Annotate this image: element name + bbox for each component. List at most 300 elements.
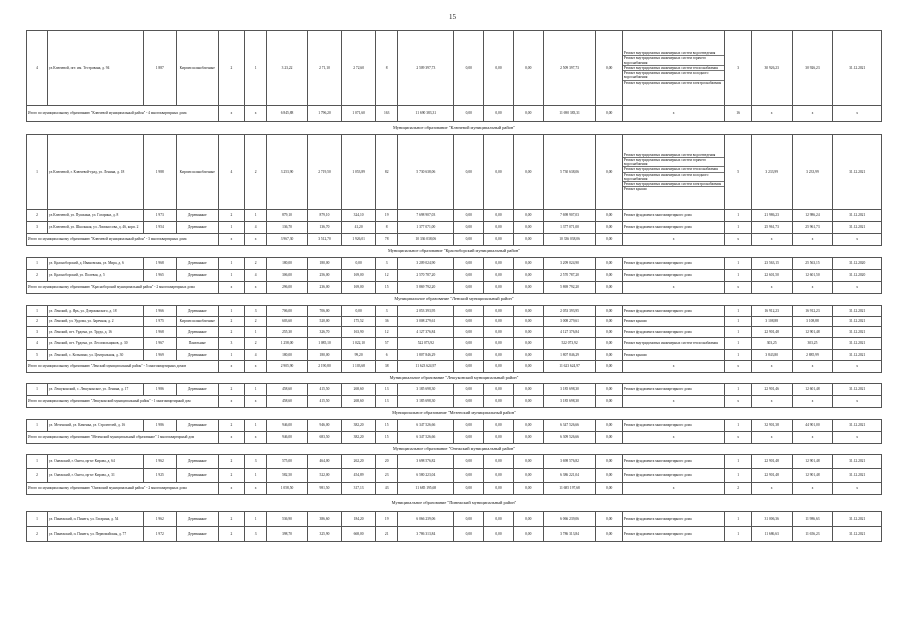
regional-budget-cell: 0,00 xyxy=(484,469,514,483)
floors-cell: 1 xyxy=(218,270,244,282)
floors-cell: 2 xyxy=(218,527,244,542)
unit-cell: 1 xyxy=(725,327,751,338)
unit-cost-cell: x xyxy=(751,234,792,246)
residents-cell: 3 xyxy=(376,258,398,270)
total-area-cell: 398,70 xyxy=(267,527,308,542)
works-cell xyxy=(622,512,724,527)
table-row xyxy=(27,270,882,282)
fund-cell: 0,00 xyxy=(454,512,484,527)
unit-cell: 1 xyxy=(725,350,751,361)
max-cost-cell: 30 926,23 xyxy=(792,31,833,106)
total-area-cell: 306,00 xyxy=(267,270,308,282)
entrances-cell: 3 xyxy=(245,527,267,542)
table-row xyxy=(27,384,882,396)
total-label: Итого по муниципальному образованию "Красноборский муниципальный район" - 2 многоквартирных дома xyxy=(27,282,219,294)
address-cell: ул.Ключевой, ул. Школьная, ул. Ломоносова, д. 46, корп. 2 xyxy=(47,222,143,234)
max-cost-cell: x xyxy=(792,396,833,408)
unit-cell: x xyxy=(725,432,751,444)
other-funds-cell: 0,00 xyxy=(596,432,622,444)
fund-cell: 0,00 xyxy=(454,455,484,469)
works-cell: x xyxy=(622,361,724,373)
residents-cell: 43 xyxy=(376,483,398,495)
max-cost-cell: 11 986,63 xyxy=(792,512,833,527)
other-funds-cell: 0,00 xyxy=(596,455,622,469)
year-cell: 1 967 xyxy=(143,338,176,350)
fund-cell: 0,00 xyxy=(454,338,484,350)
unit-cost-cell: 21 986,23 xyxy=(751,210,792,222)
total-cost-cell: 11 685 195,68 xyxy=(398,483,454,495)
work-item: Ремонт крыши xyxy=(623,319,647,324)
entrances-cell: x xyxy=(245,396,267,408)
total-cost-cell: 6 066 239,06 xyxy=(398,512,454,527)
floors-cell: 1 xyxy=(218,222,244,234)
total-cost-cell: 5 869 792,20 xyxy=(398,282,454,294)
local-budget-cell: 0,00 xyxy=(513,31,543,106)
municipality-header xyxy=(27,122,882,135)
max-cost-cell: 12 901,48 xyxy=(792,327,833,338)
regional-budget-cell: 0,00 xyxy=(484,527,514,542)
local-budget-cell: 0,00 xyxy=(513,527,543,542)
floors-cell: 1 xyxy=(218,306,244,317)
local-budget-cell: 0,00 xyxy=(513,396,543,408)
deadline-cell: 31.12.2021 xyxy=(833,31,882,106)
residents-cell: 15 xyxy=(376,420,398,432)
total-area-cell: 296,00 xyxy=(267,282,308,294)
total-label: Итого по муниципальному образованию "Ключевой муниципальный район" - 4 многоквартирных дома xyxy=(27,106,219,122)
unit-cost-cell: 3 108,88 xyxy=(751,317,792,327)
owner-funds-cell: 3 698 576,82 xyxy=(543,455,596,469)
residents-cell: 57 xyxy=(376,338,398,350)
entrances-cell: 3 xyxy=(245,455,267,469)
local-budget-cell: 0,00 xyxy=(513,258,543,270)
municipality-total-row xyxy=(27,483,882,495)
unit-cost-cell: x xyxy=(751,483,792,495)
total-cost-cell: 6 347 526,66 xyxy=(398,420,454,432)
owner-area-cell: 175,52 xyxy=(342,317,376,327)
work-item: Ремонт фундамента многоквартирного дома xyxy=(623,473,692,478)
table-row xyxy=(27,210,882,222)
max-cost-cell: 12 901,48 xyxy=(792,455,833,469)
row-number: 1 xyxy=(27,258,48,270)
works-cell: x xyxy=(622,396,724,408)
local-budget-cell: 0,00 xyxy=(513,512,543,527)
unit-cost-cell: x xyxy=(751,432,792,444)
wall-material-cell: Кирпич шлакоблочные xyxy=(176,135,218,210)
unit-cell: 1 xyxy=(725,222,751,234)
floors-cell: 2 xyxy=(218,31,244,106)
wall-material-cell: Деревянные xyxy=(176,512,218,527)
deadline-cell: 31.12.2021 xyxy=(833,306,882,317)
unit-cost-cell: 30 926,23 xyxy=(751,31,792,106)
year-cell: 1 954 xyxy=(143,222,176,234)
unit-cost-cell: 16 912,23 xyxy=(751,306,792,317)
owner-funds-cell: 7 698 907,03 xyxy=(543,210,596,222)
residential-area-cell: 3 512,70 xyxy=(307,234,341,246)
owner-area-cell: 262,20 xyxy=(342,455,376,469)
work-item: Ремонт фундамента многоквартирного дома xyxy=(623,261,692,266)
max-cost-cell: 2 885,99 xyxy=(792,350,833,361)
residents-cell: 36 xyxy=(376,317,398,327)
total-cost-cell: 7 698 907,03 xyxy=(398,210,454,222)
works-cell xyxy=(622,327,724,338)
deadline-cell: 31.12.2021 xyxy=(833,350,882,361)
unit-cost-cell: x xyxy=(751,396,792,408)
owner-area-cell: 163,90 xyxy=(342,327,376,338)
owner-area-cell: 1 071,60 xyxy=(342,106,376,122)
owner-funds-cell: 6 066 239,06 xyxy=(543,512,596,527)
unit-cell: 5 xyxy=(725,135,751,210)
fund-cell: 0,00 xyxy=(454,270,484,282)
local-budget-cell: 0,00 xyxy=(513,483,543,495)
total-area-cell: 3 253,90 xyxy=(267,135,308,210)
works-cell: x xyxy=(622,106,724,122)
floors-cell: x xyxy=(218,282,244,294)
regional-budget-cell: 0,00 xyxy=(484,317,514,327)
floors-cell: x xyxy=(218,483,244,495)
residential-area-cell: 522,00 xyxy=(307,469,341,483)
other-funds-cell: 0,00 xyxy=(596,350,622,361)
max-cost-cell: 3 233,99 xyxy=(792,135,833,210)
unit-cost-cell: 11 686,63 xyxy=(751,527,792,542)
works-cell xyxy=(622,455,724,469)
work-item: Ремонт фундамента многоквартирного дома xyxy=(623,459,692,464)
entrances-cell: 4 xyxy=(245,222,267,234)
municipality-title: Муниципальное образование "Онежский муниципальный район" xyxy=(27,444,882,455)
floors-cell: 2 xyxy=(218,512,244,527)
deadline-cell: 31.12.2021 xyxy=(833,512,882,527)
table-row xyxy=(27,317,882,327)
owner-funds-cell: 6 386 221,04 xyxy=(543,469,596,483)
table-row xyxy=(27,222,882,234)
owner-funds-cell: 1 807 846,29 xyxy=(543,350,596,361)
total-cost-cell: 2 570 787,20 xyxy=(398,270,454,282)
table-row xyxy=(27,350,882,361)
row-number: 4 xyxy=(27,31,48,106)
residents-cell: 82 xyxy=(376,135,398,210)
entrances-cell: x xyxy=(245,106,267,122)
works-cell xyxy=(622,258,724,270)
deadline-cell: 31.12.2021 xyxy=(833,527,882,542)
owner-area-cell: 169,00 xyxy=(342,270,376,282)
wall-material-cell: Деревянные xyxy=(176,384,218,396)
regional-budget-cell: 0,00 xyxy=(484,396,514,408)
deadline-cell: 31.12.2021 xyxy=(833,210,882,222)
work-item: Ремонт внутридомовых инженерных систем теплоснабжения xyxy=(623,341,718,346)
residents-cell: 21 xyxy=(376,527,398,542)
work-item: Ремонт внутридомовых инженерных систем холодного водоснабжения xyxy=(623,71,724,80)
total-area-cell: 1 258,00 xyxy=(267,338,308,350)
wall-material-cell: Деревянные xyxy=(176,469,218,483)
owner-area-cell: 2 72,60 xyxy=(342,31,376,106)
max-cost-cell: 44 901,00 xyxy=(792,420,833,432)
residents-cell: 6 xyxy=(376,350,398,361)
owner-funds-cell: 5 869 792,20 xyxy=(543,282,596,294)
entrances-cell: 2 xyxy=(245,135,267,210)
address-cell: ул. Ленский, пгт. Урдома, ул. Лесопильщиков, д. 30 xyxy=(47,338,143,350)
works-cell xyxy=(622,317,724,327)
fund-cell: 0,00 xyxy=(454,258,484,270)
regional-budget-cell: 0,00 xyxy=(484,234,514,246)
address-cell: ул. Пинежский, п. Пинега, ул. Гагарина, д. 54 xyxy=(47,512,143,527)
residential-area-cell: 464,00 xyxy=(307,455,341,469)
year-cell: 1 988 xyxy=(143,135,176,210)
residential-area-cell: 2 71,10 xyxy=(307,31,341,106)
max-cost-cell: 11 656,23 xyxy=(792,527,833,542)
unit-cell: 1 xyxy=(725,210,751,222)
regional-budget-cell: 0,00 xyxy=(484,258,514,270)
total-cost-cell: 5 730 638,06 xyxy=(398,135,454,210)
work-item: Ремонт внутридомовых инженерных систем горячего водоснабжения xyxy=(623,56,724,65)
year-cell: 1 972 xyxy=(143,527,176,542)
max-cost-cell: 12 986,24 xyxy=(792,210,833,222)
works-cell xyxy=(622,31,724,106)
address-cell: ул.Ключевой, ул. Пушкина, ул. Гагарина, д. 8 xyxy=(47,210,143,222)
unit-cost-cell: 22 901,48 xyxy=(751,455,792,469)
table-row xyxy=(27,327,882,338)
municipality-title: Муниципальное образование "Мезенский муниципальный район" xyxy=(27,408,882,420)
other-funds-cell: 0,00 xyxy=(596,384,622,396)
deadline-cell: 31.12.2021 xyxy=(833,455,882,469)
entrances-cell: 1 xyxy=(245,327,267,338)
unit-cost-cell: 31 006,36 xyxy=(751,512,792,527)
municipality-total-row xyxy=(27,432,882,444)
fund-cell: 0,00 xyxy=(454,317,484,327)
fund-cell: 0,00 xyxy=(454,327,484,338)
regional-budget-cell: 0,00 xyxy=(484,420,514,432)
row-number: 1 xyxy=(27,306,48,317)
work-item: Ремонт фундамента многоквартирного дома xyxy=(623,213,692,218)
row-number: 1 xyxy=(27,135,48,210)
residential-area-cell: 180,00 xyxy=(307,350,341,361)
total-cost-cell: 3 786 313,84 xyxy=(398,527,454,542)
floors-cell: 2 xyxy=(218,317,244,327)
row-number: 2 xyxy=(27,469,48,483)
works-cell xyxy=(622,270,724,282)
total-cost-cell: 2 053 393,95 xyxy=(398,306,454,317)
fund-cell: 0,00 xyxy=(454,135,484,210)
regional-budget-cell: 0,00 xyxy=(484,512,514,527)
total-area-cell: 575,00 xyxy=(267,455,308,469)
deadline-cell: x xyxy=(833,234,882,246)
work-item: Ремонт крыши xyxy=(623,352,647,357)
deadline-cell: 31.12.2021 xyxy=(833,469,882,483)
row-number: 2 xyxy=(27,317,48,327)
register-body xyxy=(27,31,882,542)
owner-funds-cell: 6 309 526,66 xyxy=(543,432,596,444)
total-cost-cell: 1 807 846,29 xyxy=(398,350,454,361)
works-cell: x xyxy=(622,234,724,246)
owner-funds-cell: 3 786 313,84 xyxy=(543,527,596,542)
unit-cost-cell: x xyxy=(751,282,792,294)
owner-area-cell: 268,60 xyxy=(342,384,376,396)
owner-area-cell: 184,20 xyxy=(342,512,376,527)
total-area-cell: 536,90 xyxy=(267,512,308,527)
total-cost-cell: 6 347 526,66 xyxy=(398,432,454,444)
deadline-cell: x xyxy=(833,106,882,122)
total-area-cell: 1 058,50 xyxy=(267,483,308,495)
address-cell: ул. Ленский, пгт. Урдома, ул. Труда, д. 16 xyxy=(47,327,143,338)
max-cost-cell: 3 108,88 xyxy=(792,317,833,327)
residents-cell: 163 xyxy=(376,106,398,122)
unit-cell: 1 xyxy=(725,258,751,270)
other-funds-cell: 0,00 xyxy=(596,483,622,495)
other-funds-cell: 0,00 xyxy=(596,31,622,106)
unit-cell: 1 xyxy=(725,270,751,282)
regional-budget-cell: 0,00 xyxy=(484,210,514,222)
residential-area-cell: 180,00 xyxy=(307,258,341,270)
max-cost-cell: 12 901,48 xyxy=(792,469,833,483)
deadline-cell: 31.12.2021 xyxy=(833,135,882,210)
row-number: 2 xyxy=(27,270,48,282)
residential-area-cell: 415,50 xyxy=(307,384,341,396)
owner-funds-cell: 6 347 526,66 xyxy=(543,420,596,432)
total-label: Итого по муниципальному образованию "Онежский муниципальный район" - 2 многоквартирных дома xyxy=(27,483,219,495)
residential-area-cell: 236,00 xyxy=(307,282,341,294)
owner-area-cell: 1 053,89 xyxy=(342,135,376,210)
residential-area-cell: 981,50 xyxy=(307,483,341,495)
fund-cell: 0,00 xyxy=(454,350,484,361)
other-funds-cell: 0,00 xyxy=(596,270,622,282)
residential-area-cell: 136,70 xyxy=(307,222,341,234)
total-cost-cell: 6 580 223,04 xyxy=(398,469,454,483)
regional-budget-cell: 0,00 xyxy=(484,306,514,317)
fund-cell: 0,00 xyxy=(454,106,484,122)
table-row xyxy=(27,31,882,106)
fund-cell: 0,00 xyxy=(454,210,484,222)
owner-funds-cell: 2 570 787,20 xyxy=(543,270,596,282)
capital-repair-register xyxy=(26,30,882,542)
entrances-cell: 3 xyxy=(245,306,267,317)
address-cell: ул.Ключевой, г. Ключевой-град, ул. Ленина, д. 18 xyxy=(47,135,143,210)
total-area-cell: 706,00 xyxy=(267,306,308,317)
owner-area-cell: 0,00 xyxy=(342,306,376,317)
residential-area-cell: 946,00 xyxy=(307,420,341,432)
other-funds-cell: 0,00 xyxy=(596,317,622,327)
address-cell: ул. Онежский, г. Онега, пр-кт Кирова, д. 31 xyxy=(47,469,143,483)
fund-cell: 0,00 xyxy=(454,420,484,432)
regional-budget-cell: 0,00 xyxy=(484,270,514,282)
residents-cell: 12 xyxy=(376,270,398,282)
year-cell: 1 966 xyxy=(143,306,176,317)
row-number: 1 xyxy=(27,512,48,527)
year-cell: 1 969 xyxy=(143,350,176,361)
municipality-total-row xyxy=(27,361,882,373)
local-budget-cell: 0,00 xyxy=(513,455,543,469)
total-cost-cell: 4 127 376,84 xyxy=(398,327,454,338)
entrances-cell: 2 xyxy=(245,317,267,327)
address-cell: ул. Онежский, г. Онега, пр-кт Кирова, д. 64 xyxy=(47,455,143,469)
total-area-cell: 879,10 xyxy=(267,210,308,222)
other-funds-cell: 0,00 xyxy=(596,512,622,527)
total-cost-cell: 11 690 383,31 xyxy=(398,106,454,122)
residents-cell: 13 xyxy=(376,396,398,408)
total-area-cell: 603,60 xyxy=(267,317,308,327)
row-number: 5 xyxy=(27,350,48,361)
owner-funds-cell: 3 008 279,61 xyxy=(543,317,596,327)
unit-cell: 1 xyxy=(725,338,751,350)
year-cell: 1 962 xyxy=(143,512,176,527)
total-cost-cell: 3 185 698,30 xyxy=(398,384,454,396)
total-area-cell: 180,00 xyxy=(267,350,308,361)
row-number: 2 xyxy=(27,527,48,542)
total-cost-cell: 1 377 071,00 xyxy=(398,222,454,234)
max-cost-cell: x xyxy=(792,282,833,294)
unit-cost-cell: 22 901,46 xyxy=(751,384,792,396)
total-area-cell: 180,00 xyxy=(267,258,308,270)
max-cost-cell: 12 601,50 xyxy=(792,270,833,282)
year-cell: 1 975 xyxy=(143,317,176,327)
unit-cost-cell: 303,25 xyxy=(751,338,792,350)
unit-cell: 1 xyxy=(725,527,751,542)
total-area-cell: 255,30 xyxy=(267,327,308,338)
wall-material-cell: Деревянные xyxy=(176,270,218,282)
entrances-cell: x xyxy=(245,282,267,294)
unit-cell: 2 xyxy=(725,483,751,495)
row-number: 1 xyxy=(27,420,48,432)
unit-cell: x xyxy=(725,282,751,294)
regional-budget-cell: 0,00 xyxy=(484,282,514,294)
table-row xyxy=(27,338,882,350)
deadline-cell: 31.12.2021 xyxy=(833,222,882,234)
wall-material-cell: Деревянные xyxy=(176,306,218,317)
floors-cell: x xyxy=(218,234,244,246)
entrances-cell: 1 xyxy=(245,420,267,432)
unit-cell: 1 xyxy=(725,384,751,396)
total-cost-cell: 3 698 576,82 xyxy=(398,455,454,469)
other-funds-cell: 0,00 xyxy=(596,282,622,294)
residents-cell: 19 xyxy=(376,512,398,527)
entrances-cell: 1 xyxy=(245,512,267,527)
max-cost-cell: x xyxy=(792,432,833,444)
wall-material-cell: Панельные xyxy=(176,338,218,350)
work-item: Ремонт крыши xyxy=(623,187,647,192)
owner-area-cell: 99,20 xyxy=(342,350,376,361)
entrances-cell: x xyxy=(245,432,267,444)
work-item: Ремонт фундамента многоквартирного дома xyxy=(623,531,692,536)
floors-cell: x xyxy=(218,361,244,373)
owner-area-cell: 382,20 xyxy=(342,432,376,444)
owner-funds-cell: 5 730 638,06 xyxy=(543,135,596,210)
works-cell xyxy=(622,350,724,361)
local-budget-cell: 0,00 xyxy=(513,420,543,432)
owner-area-cell: 324,10 xyxy=(342,210,376,222)
other-funds-cell: 0,00 xyxy=(596,361,622,373)
table-row xyxy=(27,527,882,542)
municipality-header xyxy=(27,294,882,306)
other-funds-cell: 0,00 xyxy=(596,306,622,317)
work-item: Ремонт внутридомовых инженерных систем горячего водоснабжения xyxy=(623,158,724,167)
work-item: Ремонт фундамента многоквартирного дома xyxy=(623,387,692,392)
local-budget-cell: 0,00 xyxy=(513,135,543,210)
regional-budget-cell: 0,00 xyxy=(484,455,514,469)
works-cell xyxy=(622,384,724,396)
regional-budget-cell: 0,00 xyxy=(484,338,514,350)
total-area-cell: 458,60 xyxy=(267,384,308,396)
local-budget-cell: 0,00 xyxy=(513,234,543,246)
max-cost-cell: 12 601,48 xyxy=(792,384,833,396)
address-cell: ул. Ленский, д. Яръ, ул. Дзержинского, д. 18 xyxy=(47,306,143,317)
register-table xyxy=(26,30,882,542)
entrances-cell: 2 xyxy=(245,338,267,350)
residents-cell: 8 xyxy=(376,31,398,106)
owner-area-cell: 382,20 xyxy=(342,420,376,432)
residential-area-cell: 683,50 xyxy=(307,432,341,444)
residential-area-cell: 879,10 xyxy=(307,210,341,222)
fund-cell: 0,00 xyxy=(454,396,484,408)
local-budget-cell: 0,00 xyxy=(513,282,543,294)
unit-cost-cell: 3 233,99 xyxy=(751,135,792,210)
year-cell: 1 965 xyxy=(143,270,176,282)
